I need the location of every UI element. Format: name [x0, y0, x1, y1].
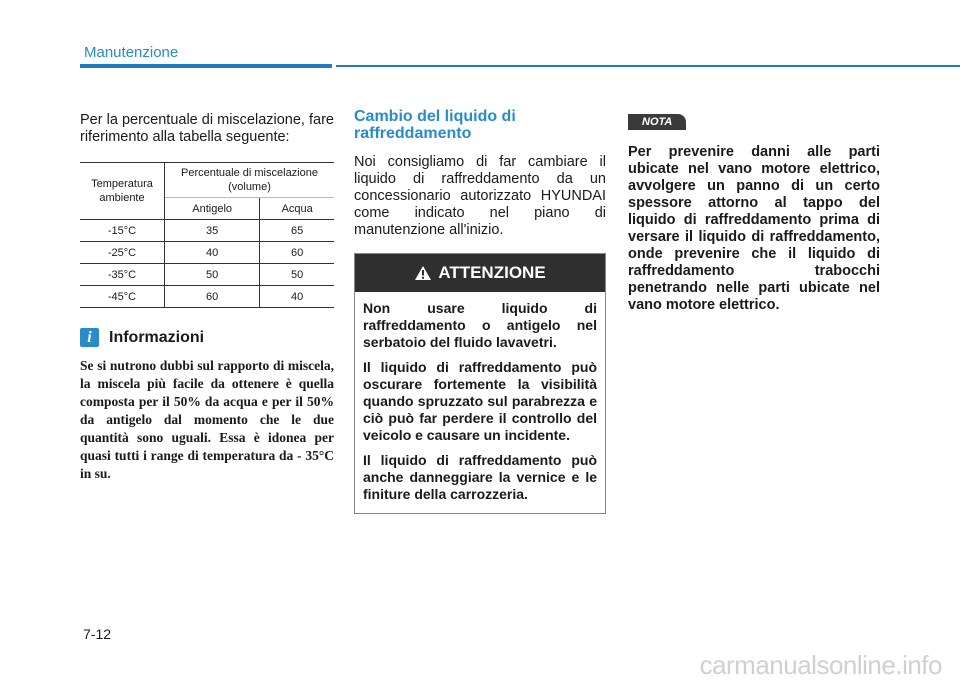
table-row [80, 242, 334, 264]
info-icon: i [80, 328, 99, 347]
info-title: Informazioni [109, 328, 205, 346]
header-rule-thin [336, 65, 960, 67]
header-antifreeze: Antigelo [165, 198, 260, 220]
warning-triangle-icon [414, 265, 432, 281]
section-title: Manutenzione [84, 44, 179, 61]
cell-antifreeze: 60 [165, 286, 260, 308]
left-column [80, 112, 334, 483]
warning-title: ATTENZIONE [438, 263, 546, 282]
warning-paragraph: Il liquido di raffreddamento può oscurare fortemente la visibilità quando spruzzato sul parabrezza e ciò può far perdere il controllo del veicolo e causare un incidente. [363, 359, 597, 443]
header-rule-thick [80, 64, 332, 68]
mixture-table [80, 162, 334, 308]
coolant-change-text: Noi consigliamo di far cambiare il liquido di raffreddamento da un concessionario autorizzato HYUNDAI come indicato nel piano di manutenzione all'inizio. [354, 154, 606, 238]
warning-paragraph: Non usare liquido di raffreddamento o antigelo nel serbatoio del fluido lavavetri. [363, 300, 597, 350]
warning-header [355, 254, 605, 292]
right-column [628, 112, 880, 314]
info-text: Se si nutrono dubbi sul rapporto di miscela, la miscela più facile da ottenere è quella composta per il 50% da acqua e per il 50% da antigelo dal momento che le due quantità sono uguali. Essa è idonea per quasi tutti i range di temperatura da - 35°C in su. [80, 358, 334, 481]
page-number: 7-12 [83, 626, 112, 642]
warning-box [354, 253, 606, 514]
table-row [80, 286, 334, 308]
header-water: Acqua [260, 198, 334, 220]
warning-body [355, 292, 605, 513]
header-temperature: Temperatura ambiente [80, 163, 165, 220]
header-mix-percentage: Percentuale di miscelazione (volume) [165, 163, 335, 198]
cell-temperature: -25°C [80, 242, 165, 264]
cell-water: 50 [260, 264, 334, 286]
cell-temperature: -15°C [80, 220, 165, 242]
watermark: carmanualsonline.info [699, 650, 942, 680]
cell-water: 65 [260, 220, 334, 242]
table-row [80, 220, 334, 242]
table-row [80, 264, 334, 286]
middle-column [354, 108, 606, 514]
coolant-change-heading: Cambio del liquido di raffreddamento [354, 108, 516, 142]
cell-antifreeze: 50 [165, 264, 260, 286]
cell-water: 60 [260, 242, 334, 264]
intro-text: Per la percentuale di miscelazione, fare riferimento alla tabella seguente: [80, 112, 334, 145]
note-text: Per prevenire danni alle parti ubicate nel vano motore elettrico, avvolgere un panno di un certo spessore attorno al tappo del liquido di raffreddamento prima di versare il liquido di raffreddamento, onde prevenire che il liquido di raffreddamento trabocchi penetrando nelle parti ubicate nel vano motore elettrico. [628, 144, 880, 313]
note-badge: NOTA [628, 114, 686, 130]
cell-antifreeze: 35 [165, 220, 260, 242]
info-header [80, 328, 334, 347]
cell-temperature: -35°C [80, 264, 165, 286]
warning-paragraph: Il liquido di raffreddamento può anche danneggiare la vernice e le finiture della carrozzeria. [363, 452, 597, 502]
cell-water: 40 [260, 286, 334, 308]
cell-antifreeze: 40 [165, 242, 260, 264]
cell-temperature: -45°C [80, 286, 165, 308]
